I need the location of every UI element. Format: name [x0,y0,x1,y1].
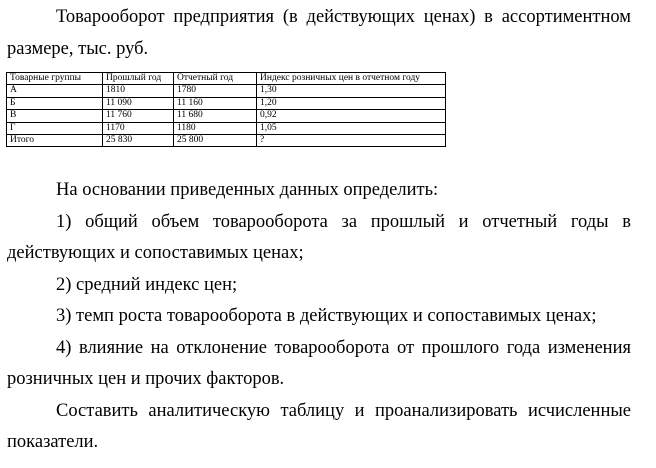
cell-price-index: 1,30 [257,85,446,97]
header-previous-year: Прошлый год [103,73,174,85]
cell-group: Г [7,122,103,134]
table-row [7,110,446,122]
cell-reporting-year: 11 160 [174,97,257,109]
table-container [6,72,631,147]
cell-group: А [7,85,103,97]
cell-group: В [7,110,103,122]
conclusion-text: Составить аналитическую таблицу и проанализировать исчисленные показатели. [7,400,631,453]
cell-reporting-year: 25 800 [174,135,257,147]
cell-group: Итого [7,135,103,147]
task-item: 3) темп роста товарооборота в действующих и сопоставимых ценах; [56,306,597,327]
task-intro: На основании приведенных данных определить: [56,180,439,201]
cell-previous-year: 11 760 [103,110,174,122]
task-item: 2) средний индекс цен; [56,274,238,295]
document-page [7,0,631,459]
cell-price-index: 1,05 [257,122,446,134]
table-header-row [7,73,446,85]
cell-previous-year: 11 090 [103,97,174,109]
cell-reporting-year: 1180 [174,122,257,134]
task-item: 4) влияние на отклонение товарооборота от прошлого года изменения розничных цен и прочих факторов. [7,337,631,390]
table-total-row [7,135,446,147]
cell-previous-year: 1170 [103,122,174,134]
table-row [7,122,446,134]
cell-price-index: ? [257,135,446,147]
task-item: 1) общий объем товарооборота за прошлый и отчетный годы в действующих и сопоставимых ценах; [7,211,631,264]
cell-reporting-year: 1780 [174,85,257,97]
cell-price-index: 1,20 [257,97,446,109]
table-caption: Товарооборот предприятия (в действующих ценах) в ассортиментном размере, тыс. руб. [7,7,631,59]
cell-previous-year: 25 830 [103,135,174,147]
header-reporting-year: Отчетный год [174,73,257,85]
cell-previous-year: 1810 [103,85,174,97]
table-row [7,85,446,97]
header-product-groups: Товарные группы [7,73,103,85]
cell-reporting-year: 11 680 [174,110,257,122]
cell-group: Б [7,97,103,109]
header-price-index: Индекс розничных цен в отчетном году [257,73,446,85]
table-row [7,97,446,109]
turnover-table [6,72,446,147]
cell-price-index: 0,92 [257,110,446,122]
